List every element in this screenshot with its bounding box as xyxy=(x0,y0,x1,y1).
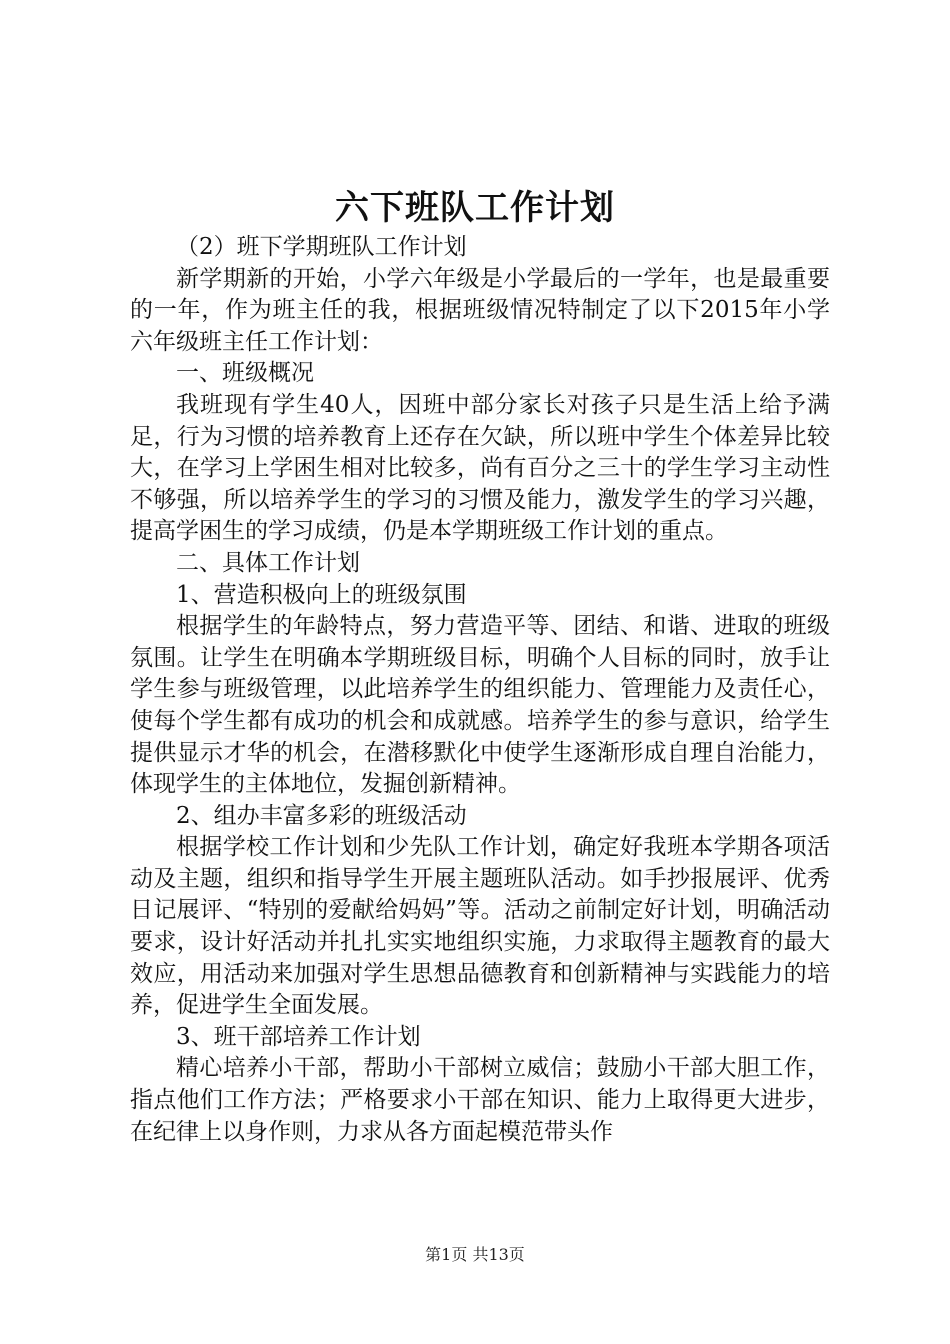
subsection-heading-activities: 2、组办丰富多彩的班级活动 xyxy=(176,802,467,829)
section-heading-class-overview: 一、班级概况 xyxy=(176,360,314,387)
paragraph-cadres: 精心培养小干部，帮助小干部树立威信；鼓励小干部大胆工作，指点他们工作方法；严格要求小干部在知识、能力上取得更大进步，在纪律上以身作则，力求从各方面起模范带头作 xyxy=(130,1055,830,1145)
paragraph-atmosphere: 根据学生的年龄特点，努力营造平等、团结、和谐、进取的班级氛围。让学生在明确本学期班级目标，明确个人目标的同时，放手让学生参与班级管理，以此培养学生的组织能力、管理能力及责任心，使每个学生都有成功的机会和成就感。培养学生的参与意识，给学生提供显示才华的机会，在潜移默化中使学生逐渐形成自理自治能力，体现学生的主体地位，发掘创新精神。 xyxy=(130,613,830,798)
section-heading-work-plan: 二、具体工作计划 xyxy=(176,549,360,576)
page-footer: 第1页 共13页 xyxy=(425,1245,525,1264)
subsection-heading-cadres: 3、班干部培养工作计划 xyxy=(176,1023,421,1050)
paragraph-intro: 新学期新的开始，小学六年级是小学最后的一学年，也是最重要的一年，作为班主任的我，根据班级情况特制定了以下2015年小学六年级班主任工作计划： xyxy=(130,265,830,355)
paragraph-activities: 根据学校工作计划和少先队工作计划，确定好我班本学期各项活动及主题，组织和指导学生开展主题班队活动。如手抄报展评、优秀日记展评、“特别的爱献给妈妈”等。活动之前制定好计划，明确活动要求，设计好活动并扎扎实实地组织实施，力求取得主题教育的最大效应，用活动来加强对学生思想品德教育和创新精神与实践能力的培养，促进学生全面发展。 xyxy=(130,834,830,1019)
subsection-heading-atmosphere: 1、营造积极向上的班级氛围 xyxy=(176,581,467,608)
document-title: 六下班队工作计划 xyxy=(335,188,615,228)
document-body xyxy=(130,232,830,1148)
paragraph-class-overview: 我班现有学生40人，因班中部分家长对孩子只是生活上给予满足，行为习惯的培养教育上还存在欠缺，所以班中学生个体差异比较大，在学习上学困生相对比较多，尚有百分之三十的学生学习主动性不够强，所以培养学生的学习的习惯及能力，激发学生的学习兴趣，提高学困生的学习成绩，仍是本学期班级工作计划的重点。 xyxy=(130,391,830,545)
paragraph-class-plan-heading: （2）班下学期班队工作计划 xyxy=(176,234,467,260)
